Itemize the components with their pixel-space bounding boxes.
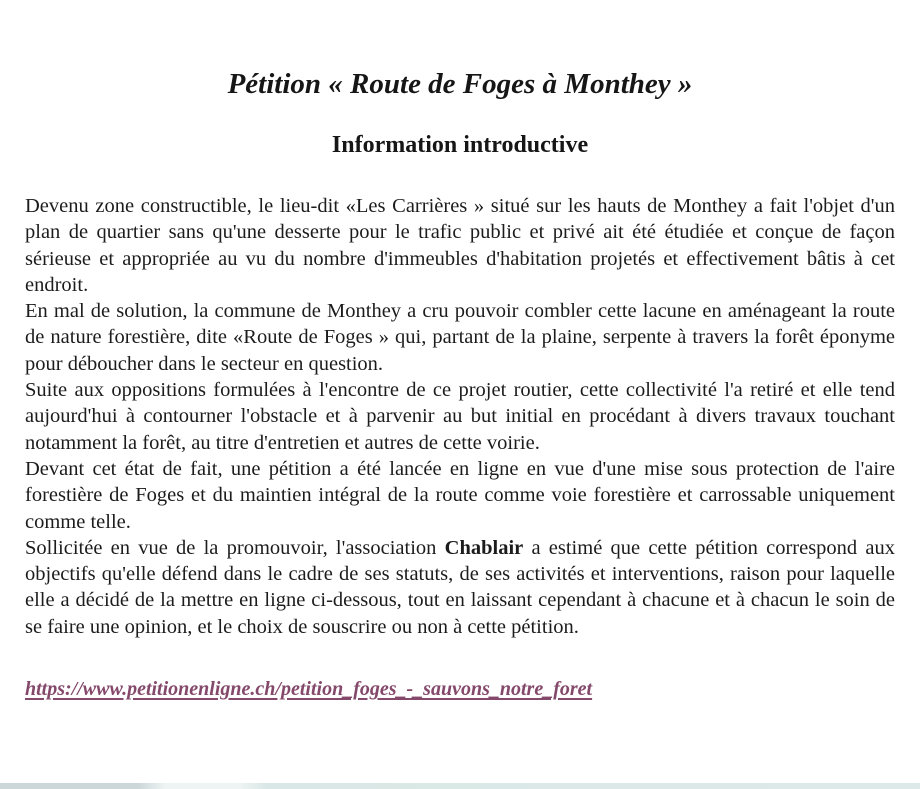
page-title: Pétition « Route de Foges à Monthey » — [227, 68, 693, 100]
text-segment: Devant cet état de fait, une pétition a été lancée en ligne en vue d'une mise sous protection de l'aire forestière de Foges et du maintien intégral de la route comme voie forestière et carrossable uniquement comme telle. — [25, 457, 895, 533]
text-segment: Devenu zone constructible, le lieu-dit «Les Carrières » situé sur les hauts de Monthey a fait l'objet d'un plan de quartier sans qu'une desserte pour le trafic public et privé ait été étudiée et conçue de façon sérieuse et appropriée au vu du nombre d'immeubles d'habitation projetés et effectivement bâtis à cet endroit. — [25, 195, 895, 296]
document-content — [0, 66, 920, 702]
paragraph — [25, 377, 895, 456]
section-heading: Information introductive — [331, 132, 589, 158]
body-text — [25, 193, 895, 640]
petition-link[interactable]: https://www.petitionenligne.ch/petition_foges_-_sauvons_notre_foret — [25, 678, 593, 701]
bold-text-segment: Chablair — [444, 536, 524, 559]
text-segment: a estimé que cette pétition correspond aux objectifs qu'elle défend dans le cadre de ses statuts, de ses activités et interventions, raison pour laquelle elle a décidé de la mettre en ligne ci-dessous, tout en laissant cependant à chacune et à chacun le soin de se faire une opinion, et le choix de souscrire ou non à cette pétition. — [25, 536, 895, 638]
paragraph — [25, 456, 895, 535]
text-segment: En mal de solution, la commune de Monthey a cru pouvoir combler cette lacune en aménageant la route de nature forestière, dite «Route de Foges » qui, partant de la plaine, serpente à travers la forêt éponyme pour déboucher dans le secteur en question. — [25, 300, 895, 375]
text-segment: Suite aux oppositions formulées à l'encontre de ce projet routier, cette collectivité l'a retiré et elle tend aujourd'hui à contourner l'obstacle et à parvenir au but initial en procédant à divers travaux touchant notamment la forêt, au titre d'entretien et autres de cette voirie. — [25, 379, 895, 454]
paragraph — [25, 535, 895, 640]
text-segment: Sollicitée en vue de la promouvoir, l'association — [25, 536, 445, 559]
bottom-edge-strip — [0, 783, 920, 789]
link-line — [25, 676, 895, 702]
paragraph — [25, 298, 895, 377]
paragraph — [25, 193, 895, 298]
